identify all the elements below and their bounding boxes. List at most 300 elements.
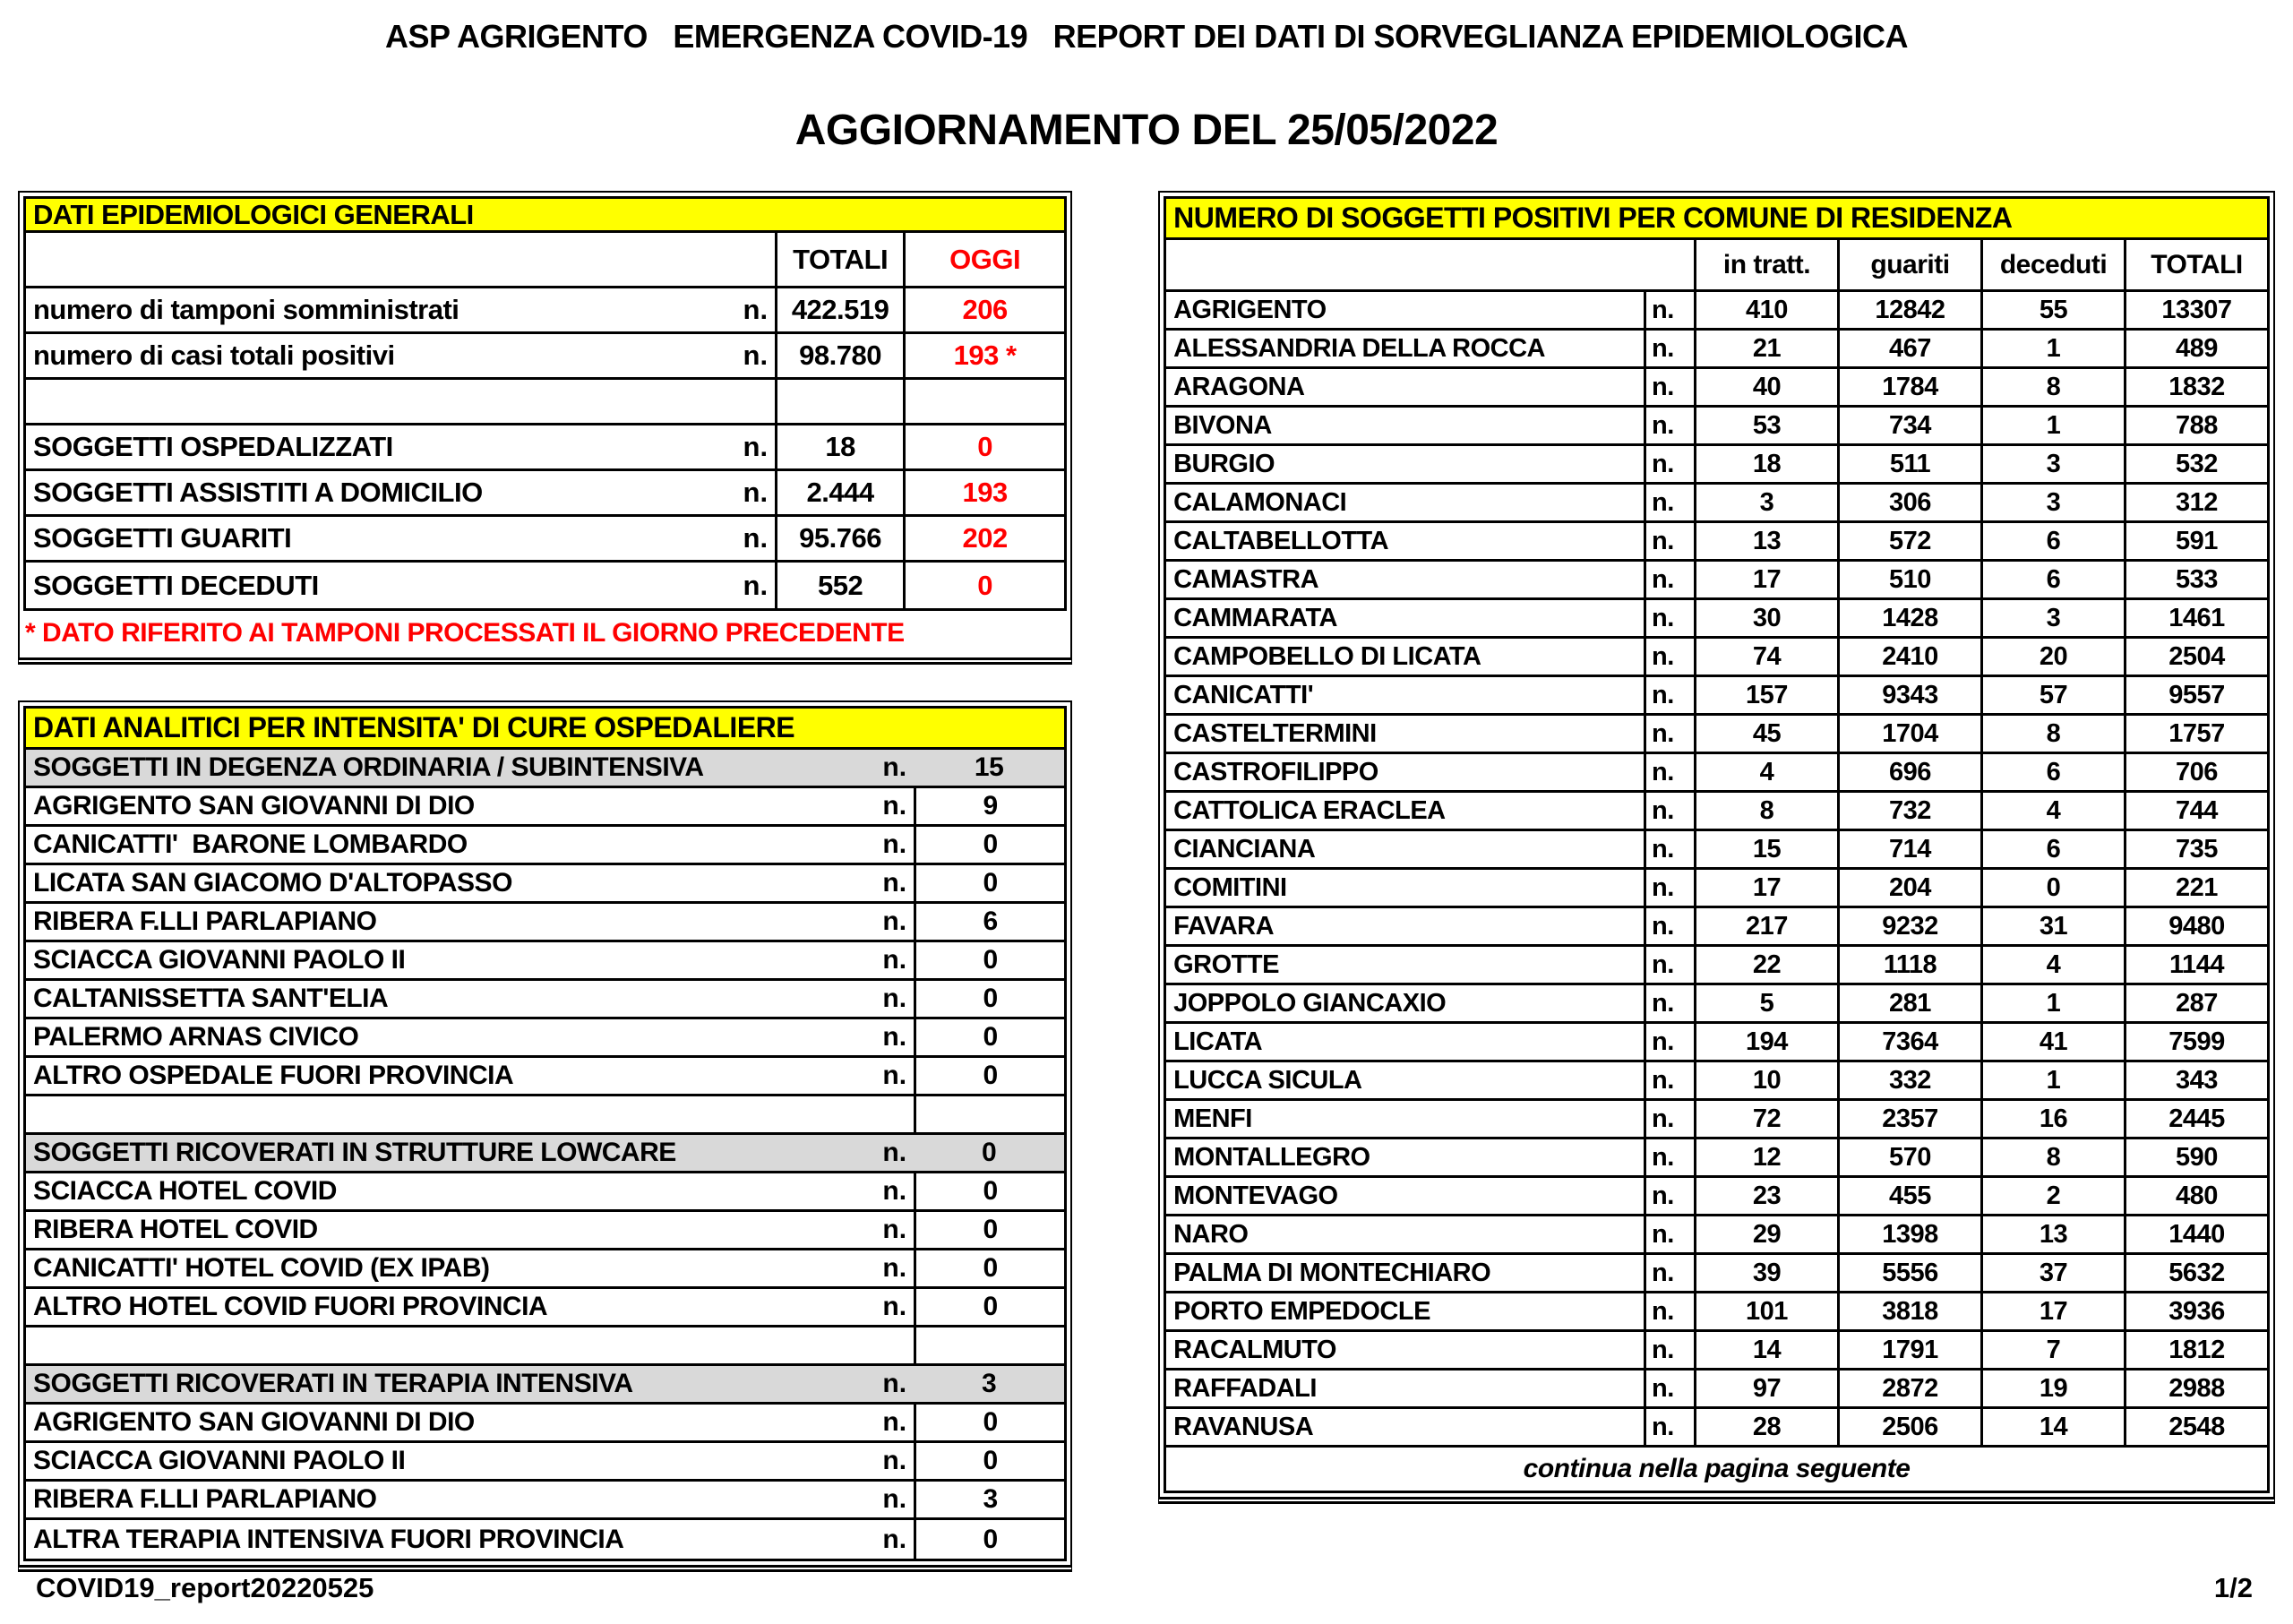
count-value: 0: [914, 1443, 1064, 1479]
comune-name: PALMA DI MONTECHIARO: [1173, 1258, 1491, 1287]
deceduti-value: 13: [1980, 1216, 2124, 1252]
count-value: 0: [914, 1019, 1064, 1055]
in-tratt-value: 17: [1694, 562, 1837, 597]
comune-name: MONTALLEGRO: [1173, 1142, 1370, 1172]
in-tratt-value: 12: [1694, 1139, 1837, 1175]
comune-name: CATTOLICA ERACLEA: [1173, 795, 1446, 825]
totali-value: 1440: [2124, 1216, 2267, 1252]
deceduti-value: 16: [1980, 1101, 2124, 1137]
table-header-row: [26, 233, 1064, 288]
table-row: [26, 942, 1064, 981]
n-label: n.: [743, 569, 769, 601]
table-row: [1166, 1293, 2267, 1332]
totali-value: 735: [2124, 831, 2267, 867]
n-label: n.: [882, 1446, 907, 1475]
comune-name: BIVONA: [1173, 410, 1272, 440]
totali-value: 552: [775, 563, 903, 608]
page-subtitle: AGGIORNAMENTO DEL 25/05/2022: [794, 107, 1499, 154]
footer-page-number: 1/2: [2213, 1572, 2253, 1603]
guariti-value: 7364: [1837, 1024, 1980, 1060]
in-tratt-value: 40: [1694, 369, 1837, 405]
n-label: n.: [882, 868, 907, 898]
n-label: n.: [743, 431, 769, 462]
comuni-table-title: NUMERO DI SOGGETTI POSITIVI PER COMUNE DI RESIDENZA: [1166, 199, 2267, 240]
totali-value: 2445: [2124, 1101, 2267, 1137]
n-label: n.: [1644, 1332, 1694, 1368]
table-row: [26, 1173, 1064, 1212]
n-label: n.: [882, 1369, 907, 1398]
deceduti-value: 31: [1980, 908, 2124, 944]
footnote: * DATO RIFERITO AI TAMPONI PROCESSATI IL GIORNO PRECEDENTE: [25, 618, 905, 648]
n-label: n.: [1644, 1101, 1694, 1137]
table-row: [1166, 369, 2267, 408]
general-table-body: [26, 288, 1064, 608]
in-tratt-value: 410: [1694, 292, 1837, 328]
guariti-value: 510: [1837, 562, 1980, 597]
guariti-value: 1398: [1837, 1216, 1980, 1252]
deceduti-value: 1: [1980, 408, 2124, 443]
in-tratt-value: 18: [1694, 446, 1837, 482]
oggi-value: 202: [903, 517, 1064, 560]
page-footer: [36, 1572, 2253, 1604]
deceduti-value: 1: [1980, 985, 2124, 1021]
count-value: 0: [914, 1173, 1064, 1209]
totali-value: 480: [2124, 1178, 2267, 1214]
totali-value: [775, 380, 903, 423]
comune-name: CANICATTI': [1173, 680, 1314, 709]
n-label: n.: [882, 1022, 907, 1052]
n-label: n.: [743, 294, 769, 325]
oggi-value: 193: [903, 471, 1064, 514]
table-row: [26, 1096, 1064, 1135]
deceduti-value: 6: [1980, 523, 2124, 559]
in-tratt-value: 28: [1694, 1409, 1837, 1445]
n-label: n.: [1644, 754, 1694, 790]
spacer-cell: [1166, 240, 1694, 289]
row-label: RIBERA F.LLI PARLAPIANO: [33, 1484, 377, 1514]
table-row: [26, 788, 1064, 827]
oggi-value: 0: [903, 425, 1064, 468]
in-tratt-value: 21: [1694, 331, 1837, 366]
comune-name: AGRIGENTO: [1173, 295, 1327, 324]
n-label: n.: [882, 907, 907, 936]
comuni-table: [1158, 191, 2275, 1504]
guariti-value: 511: [1837, 446, 1980, 482]
count-value: 0: [914, 865, 1064, 901]
totali-value: 2548: [2124, 1409, 2267, 1445]
table-row: [1166, 793, 2267, 831]
count-value: 0: [914, 1212, 1064, 1248]
guariti-value: 696: [1837, 754, 1980, 790]
comune-name: CALTABELLOTTA: [1173, 526, 1389, 555]
totali-value: 706: [2124, 754, 2267, 790]
in-tratt-column-header: in tratt.: [1694, 240, 1837, 289]
n-label: n.: [882, 1484, 907, 1514]
totali-value: 744: [2124, 793, 2267, 829]
comune-name: MENFI: [1173, 1104, 1252, 1133]
table-row: [1166, 985, 2267, 1024]
in-tratt-value: 72: [1694, 1101, 1837, 1137]
row-label: AGRIGENTO SAN GIOVANNI DI DIO: [33, 791, 475, 821]
row-label: SOGGETTI ASSISTITI A DOMICILIO: [33, 477, 483, 508]
comune-name: MONTEVAGO: [1173, 1181, 1338, 1210]
general-data-table-inner: [23, 196, 1067, 611]
row-label: [26, 380, 719, 423]
totali-value: 422.519: [775, 288, 903, 331]
guariti-value: 467: [1837, 331, 1980, 366]
totali-value: 343: [2124, 1062, 2267, 1098]
guariti-value: 714: [1837, 831, 1980, 867]
table-row: [1166, 639, 2267, 677]
in-tratt-value: 217: [1694, 908, 1837, 944]
general-table-title: DATI EPIDEMIOLOGICI GENERALI: [26, 199, 1064, 233]
table-row: [26, 380, 1064, 425]
n-label: n.: [1644, 1409, 1694, 1445]
n-label: n.: [882, 791, 907, 821]
n-label: n.: [1644, 1293, 1694, 1329]
guariti-value: 2506: [1837, 1409, 1980, 1445]
row-label: numero di tamponi somministrati: [33, 294, 459, 325]
comune-name: CAMMARATA: [1173, 603, 1337, 632]
table-row: [1166, 870, 2267, 908]
row-label: RIBERA F.LLI PARLAPIANO: [33, 907, 377, 936]
table-row: [26, 827, 1064, 865]
deceduti-value: 7: [1980, 1332, 2124, 1368]
totali-value: 1832: [2124, 369, 2267, 405]
deceduti-value: 2: [1980, 1178, 2124, 1214]
guariti-value: 1704: [1837, 716, 1980, 752]
deceduti-value: 6: [1980, 831, 2124, 867]
comune-name: GROTTE: [1173, 949, 1279, 979]
n-label: n.: [1644, 408, 1694, 443]
guariti-value: 732: [1837, 793, 1980, 829]
in-tratt-value: 29: [1694, 1216, 1837, 1252]
guariti-value: 306: [1837, 485, 1980, 520]
totali-value: 312: [2124, 485, 2267, 520]
deceduti-value: 3: [1980, 600, 2124, 636]
comune-name: ALESSANDRIA DELLA ROCCA: [1173, 333, 1545, 363]
row-label: CANICATTI' BARONE LOMBARDO: [33, 829, 468, 859]
totali-value: 5632: [2124, 1255, 2267, 1291]
hospital-care-table: [18, 700, 1072, 1572]
table-row: [1166, 716, 2267, 754]
in-tratt-value: 97: [1694, 1371, 1837, 1406]
deceduti-value: 14: [1980, 1409, 2124, 1445]
comuni-table-inner: [1164, 196, 2270, 1493]
totali-value: 95.766: [775, 517, 903, 560]
row-label: PALERMO ARNAS CIVICO: [33, 1022, 359, 1052]
deceduti-value: 4: [1980, 793, 2124, 829]
guariti-value: 12842: [1837, 292, 1980, 328]
table-row: [26, 288, 1064, 334]
guariti-value: 9232: [1837, 908, 1980, 944]
comune-name: CASTROFILIPPO: [1173, 757, 1378, 786]
table-row: [26, 1135, 1064, 1173]
guariti-value: 2872: [1837, 1371, 1980, 1406]
guariti-value: 3818: [1837, 1293, 1980, 1329]
n-label: n.: [1644, 1216, 1694, 1252]
deceduti-value: 17: [1980, 1293, 2124, 1329]
row-label: SCIACCA GIOVANNI PAOLO II: [33, 945, 406, 975]
deceduti-value: 6: [1980, 754, 2124, 790]
in-tratt-value: 4: [1694, 754, 1837, 790]
table-row: [26, 981, 1064, 1019]
comune-name: JOPPOLO GIANCAXIO: [1173, 988, 1447, 1018]
hospital-table-title: DATI ANALITICI PER INTENSITA' DI CURE OSPEDALIERE: [26, 709, 1064, 750]
continua-note: continua nella pagina seguente: [1523, 1454, 1911, 1483]
n-label: n.: [1644, 1255, 1694, 1291]
row-label: [26, 1096, 858, 1132]
row-label: LICATA SAN GIACOMO D'ALTOPASSO: [33, 868, 512, 898]
n-label: n.: [743, 477, 769, 508]
totali-value: 532: [2124, 446, 2267, 482]
in-tratt-value: 5: [1694, 985, 1837, 1021]
n-label: n.: [1644, 716, 1694, 752]
row-label: SOGGETTI RICOVERATI IN STRUTTURE LOWCARE: [33, 1138, 676, 1167]
totali-value: 7599: [2124, 1024, 2267, 1060]
n-label: n.: [882, 1138, 907, 1167]
totali-value: 2988: [2124, 1371, 2267, 1406]
deceduti-value: 8: [1980, 1139, 2124, 1175]
totali-value: 1144: [2124, 947, 2267, 983]
comune-name: RAFFADALI: [1173, 1373, 1317, 1403]
totali-value: 489: [2124, 331, 2267, 366]
guariti-value: 281: [1837, 985, 1980, 1021]
table-row: [26, 1289, 1064, 1328]
table-row: [26, 517, 1064, 563]
table-row: [1166, 331, 2267, 369]
totali-value: 287: [2124, 985, 2267, 1021]
table-row: [1166, 831, 2267, 870]
table-row: [1166, 1062, 2267, 1101]
n-label: n.: [743, 339, 769, 371]
count-value: 0: [914, 1405, 1064, 1440]
n-label: n.: [882, 984, 907, 1013]
row-label: ALTRO HOTEL COVID FUORI PROVINCIA: [33, 1292, 548, 1321]
n-label: n.: [882, 1407, 907, 1437]
n-label: n.: [1644, 292, 1694, 328]
general-data-table: [18, 191, 1072, 665]
in-tratt-value: 157: [1694, 677, 1837, 713]
comune-name: FAVARA: [1173, 911, 1275, 941]
totali-column-header: TOTALI: [2124, 240, 2267, 289]
row-label: SOGGETTI RICOVERATI IN TERAPIA INTENSIVA: [33, 1369, 633, 1398]
deceduti-value: 1: [1980, 1062, 2124, 1098]
row-label: ALTRO OSPEDALE FUORI PROVINCIA: [33, 1061, 514, 1090]
table-row: [26, 1328, 1064, 1366]
guariti-value: 734: [1837, 408, 1980, 443]
count-value: 3: [982, 1369, 997, 1398]
in-tratt-value: 3: [1694, 485, 1837, 520]
comune-name: RACALMUTO: [1173, 1335, 1336, 1364]
count-value: 15: [974, 752, 1004, 782]
totali-value: 98.780: [775, 334, 903, 377]
n-label: n.: [1644, 369, 1694, 405]
guariti-value: 1118: [1837, 947, 1980, 983]
deceduti-value: 8: [1980, 716, 2124, 752]
row-label: SOGGETTI DECEDUTI: [33, 569, 319, 601]
in-tratt-value: 10: [1694, 1062, 1837, 1098]
deceduti-value: 37: [1980, 1255, 2124, 1291]
totali-value: 3936: [2124, 1293, 2267, 1329]
totali-value: 590: [2124, 1139, 2267, 1175]
deceduti-value: 3: [1980, 485, 2124, 520]
totali-value: 2504: [2124, 639, 2267, 675]
n-label: n.: [1644, 870, 1694, 906]
table-row: [1166, 1139, 2267, 1178]
comuni-table-body: [1166, 292, 2267, 1448]
deceduti-value: 19: [1980, 1371, 2124, 1406]
table-row: [1166, 408, 2267, 446]
n-label: n.: [1644, 331, 1694, 366]
table-row: [26, 1250, 1064, 1289]
table-row: [1166, 1024, 2267, 1062]
deceduti-value: 55: [1980, 292, 2124, 328]
count-value: 3: [914, 1482, 1064, 1517]
guariti-value: 332: [1837, 1062, 1980, 1098]
comune-name: CAMASTRA: [1173, 564, 1319, 594]
n-label: n.: [1644, 908, 1694, 944]
n-label: n.: [882, 1215, 907, 1244]
guariti-value: 455: [1837, 1178, 1980, 1214]
row-label: numero di casi totali positivi: [33, 339, 395, 371]
guariti-value: 572: [1837, 523, 1980, 559]
table-row: [26, 334, 1064, 380]
n-label: n.: [882, 829, 907, 859]
table-row: [1166, 1178, 2267, 1216]
n-label: n.: [1644, 600, 1694, 636]
n-label: n.: [1644, 985, 1694, 1021]
table-row: [26, 904, 1064, 942]
row-label: SOGGETTI IN DEGENZA ORDINARIA / SUBINTENSIVA: [33, 752, 704, 782]
n-label: n.: [1644, 446, 1694, 482]
table-header-row: [1166, 240, 2267, 292]
deceduti-value: 6: [1980, 562, 2124, 597]
page-title: ASP AGRIGENTO EMERGENZA COVID-19 REPORT DEI DATI DI SORVEGLIANZA EPIDEMIOLOGICA: [384, 18, 1909, 55]
row-label: SCIACCA GIOVANNI PAOLO II: [33, 1446, 406, 1475]
table-row: [26, 471, 1064, 517]
row-label: ALTRA TERAPIA INTENSIVA FUORI PROVINCIA: [33, 1524, 624, 1554]
guariti-value: 5556: [1837, 1255, 1980, 1291]
deceduti-value: 4: [1980, 947, 2124, 983]
in-tratt-value: 13: [1694, 523, 1837, 559]
deceduti-value: 57: [1980, 677, 2124, 713]
table-row: [26, 750, 1064, 788]
comune-name: LICATA: [1173, 1027, 1263, 1056]
row-label: RIBERA HOTEL COVID: [33, 1215, 318, 1244]
totali-value: 533: [2124, 562, 2267, 597]
deceduti-value: 3: [1980, 446, 2124, 482]
table-row: [1166, 908, 2267, 947]
oggi-value: 0: [903, 563, 1064, 608]
count-value: [914, 1328, 1064, 1363]
count-value: 9: [914, 788, 1064, 824]
totali-value: 221: [2124, 870, 2267, 906]
oggi-column-header: OGGI: [903, 233, 1064, 286]
n-label: n.: [1644, 523, 1694, 559]
guariti-value: 2410: [1837, 639, 1980, 675]
table-row: [26, 1212, 1064, 1250]
count-value: 0: [914, 1058, 1064, 1094]
n-label: n.: [1644, 562, 1694, 597]
totali-value: 9480: [2124, 908, 2267, 944]
n-label: n.: [1644, 1139, 1694, 1175]
right-column: [1158, 191, 2275, 1504]
table-row: [1166, 1216, 2267, 1255]
n-label: [719, 380, 775, 423]
n-label: n.: [882, 1292, 907, 1321]
table-row: [1166, 1332, 2267, 1371]
n-label: n.: [1644, 947, 1694, 983]
totali-value: 591: [2124, 523, 2267, 559]
guariti-value: 2357: [1837, 1101, 1980, 1137]
comune-name: CASTELTERMINI: [1173, 718, 1377, 748]
table-row: [26, 1520, 1064, 1559]
totali-value: 788: [2124, 408, 2267, 443]
totali-value: 1461: [2124, 600, 2267, 636]
guariti-column-header: guariti: [1837, 240, 1980, 289]
n-label: n.: [1644, 1178, 1694, 1214]
page-content: [0, 191, 2293, 1572]
n-label: n.: [882, 1253, 907, 1283]
n-label: n.: [1644, 793, 1694, 829]
table-row: [26, 1019, 1064, 1058]
table-row: [1166, 1255, 2267, 1293]
table-row: [1166, 446, 2267, 485]
totali-value: 1812: [2124, 1332, 2267, 1368]
in-tratt-value: 194: [1694, 1024, 1837, 1060]
totali-value: 9557: [2124, 677, 2267, 713]
hospital-table-body: [26, 750, 1064, 1559]
count-value: 6: [914, 904, 1064, 940]
totali-value: 1757: [2124, 716, 2267, 752]
totali-column-header: TOTALI: [775, 233, 903, 286]
table-row: [1166, 754, 2267, 793]
oggi-value: 193 *: [903, 334, 1064, 377]
oggi-value: 206: [903, 288, 1064, 331]
row-label: SOGGETTI GUARITI: [33, 522, 292, 554]
comune-name: CIANCIANA: [1173, 834, 1316, 864]
table-row: [26, 425, 1064, 471]
table-row: [1166, 1371, 2267, 1409]
count-value: 0: [914, 942, 1064, 978]
n-label: n.: [882, 1524, 907, 1554]
table-row: [1166, 523, 2267, 562]
count-value: 0: [914, 1289, 1064, 1325]
n-label: n.: [1644, 1371, 1694, 1406]
count-value: 0: [914, 1520, 1064, 1559]
table-row: [26, 865, 1064, 904]
n-label: [858, 1096, 914, 1132]
count-value: [914, 1096, 1064, 1132]
table-row: [26, 1058, 1064, 1096]
row-label: CALTANISSETTA SANT'ELIA: [33, 984, 389, 1013]
in-tratt-value: 39: [1694, 1255, 1837, 1291]
comune-name: COMITINI: [1173, 872, 1287, 902]
deceduti-value: 1: [1980, 331, 2124, 366]
deceduti-value: 8: [1980, 369, 2124, 405]
oggi-value: [903, 380, 1064, 423]
footer-filename: COVID19_report20220525: [36, 1572, 374, 1603]
count-value: 0: [914, 1250, 1064, 1286]
n-label: n.: [882, 1061, 907, 1090]
table-row: [1166, 677, 2267, 716]
in-tratt-value: 14: [1694, 1332, 1837, 1368]
table-row: [1166, 292, 2267, 331]
in-tratt-value: 101: [1694, 1293, 1837, 1329]
table-row: [26, 1366, 1064, 1405]
in-tratt-value: 8: [1694, 793, 1837, 829]
